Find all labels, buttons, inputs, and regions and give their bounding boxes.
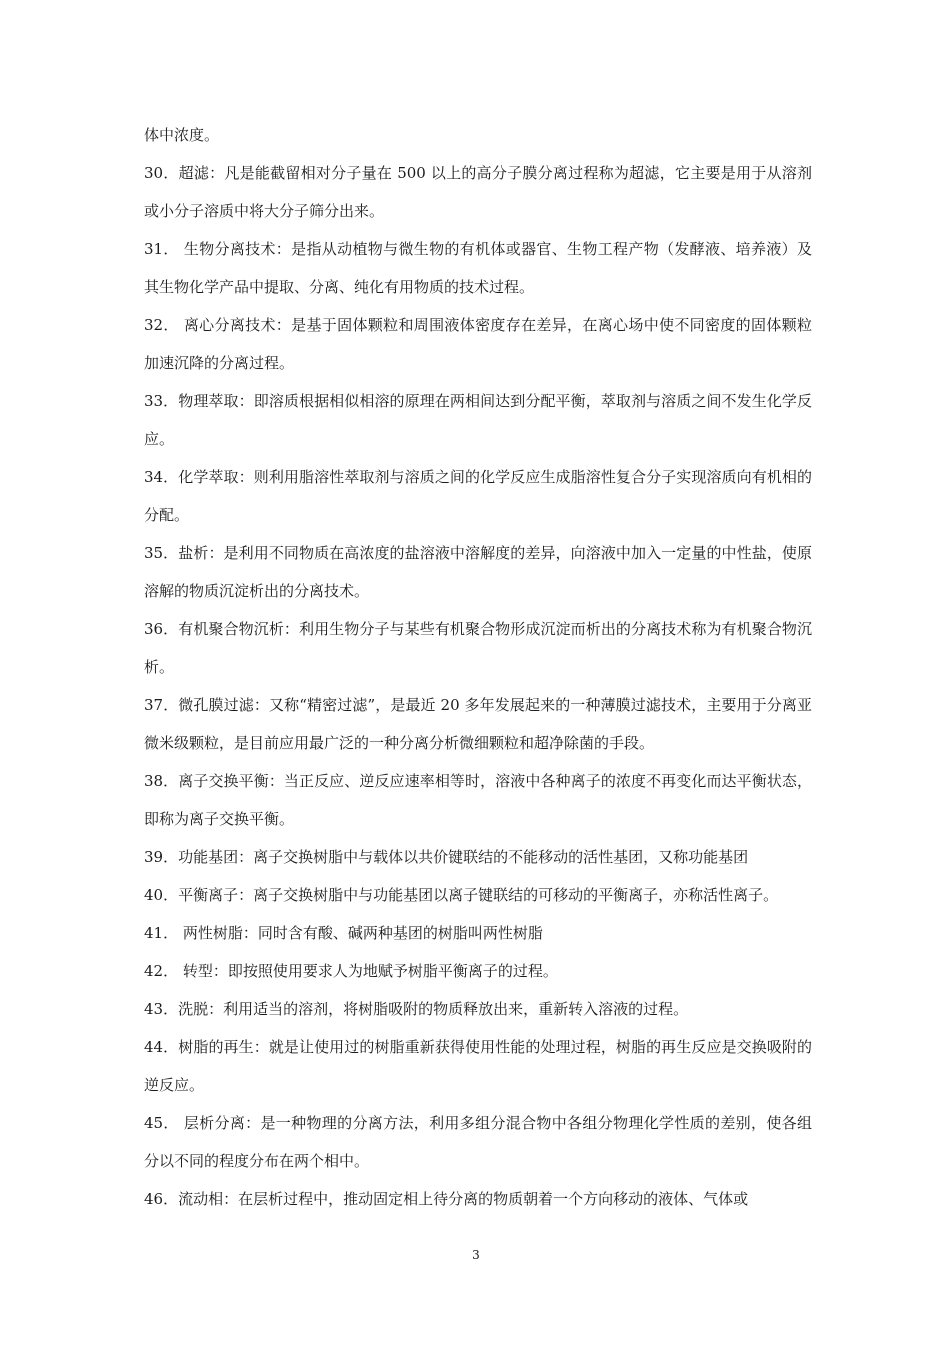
- paragraph: 36．有机聚合物沉析：利用生物分子与某些有机聚合物形成沉淀而析出的分离技术称为有机聚合物沉析。: [144, 620, 812, 676]
- paragraph: 31． 生物分离技术：是指从动植物与微生物的有机体或器官、生物工程产物（发酵液、培养液）及其生物化学产品中提取、分离、纯化有用物质的技术过程。: [144, 240, 812, 296]
- page-content: [144, 116, 812, 1218]
- page-number: 3: [472, 1248, 480, 1262]
- paragraph: 32． 离心分离技术：是基于固体颗粒和周围液体密度存在差异，在离心场中使不同密度的固体颗粒加速沉降的分离过程。: [144, 316, 812, 372]
- paragraph: 37．微孔膜过滤：又称“精密过滤”，是最近 20 多年发展起来的一种薄膜过滤技术，主要用于分离亚微米级颗粒，是目前应用最广泛的一种分离分析微细颗粒和超净除菌的手段。: [144, 696, 812, 752]
- paragraph: 44．树脂的再生：就是让使用过的树脂重新获得使用性能的处理过程，树脂的再生反应是交换吸附的逆反应。: [144, 1038, 812, 1094]
- paragraph: 45． 层析分离：是一种物理的分离方法，利用多组分混合物中各组分物理化学性质的差别，使各组分以不同的程度分布在两个相中。: [144, 1114, 812, 1170]
- paragraph: 35．盐析：是利用不同物质在高浓度的盐溶液中溶解度的差异，向溶液中加入一定量的中性盐，使原溶解的物质沉淀析出的分离技术。: [144, 544, 812, 600]
- paragraph: 41． 两性树脂：同时含有酸、碱两种基团的树脂叫两性树脂: [144, 924, 543, 942]
- paragraph: 39．功能基团：离子交换树脂中与载体以共价键联结的不能移动的活性基团，又称功能基团: [144, 848, 749, 866]
- paragraph: 38．离子交换平衡：当正反应、逆反应速率相等时，溶液中各种离子的浓度不再变化而达平衡状态，即称为离子交换平衡。: [144, 772, 812, 828]
- paragraph: 43．洗脱：利用适当的溶剂，将树脂吸附的物质释放出来，重新转入溶液的过程。: [144, 1000, 689, 1018]
- paragraph: 42． 转型：即按照使用要求人为地赋予树脂平衡离子的过程。: [144, 962, 558, 980]
- paragraph: 40．平衡离子：离子交换树脂中与功能基团以离子键联结的可移动的平衡离子，亦称活性离子。: [144, 886, 779, 904]
- paragraph: 34．化学萃取：则利用脂溶性萃取剂与溶质之间的化学反应生成脂溶性复合分子实现溶质向有机相的分配。: [144, 468, 812, 524]
- paragraph: 33．物理萃取：即溶质根据相似相溶的原理在两相间达到分配平衡，萃取剂与溶质之间不发生化学反应。: [144, 392, 812, 448]
- paragraph: 46．流动相：在层析过程中，推动固定相上待分离的物质朝着一个方向移动的液体、气体或: [144, 1190, 749, 1208]
- paragraph: 30．超滤：凡是能截留相对分子量在 500 以上的高分子膜分离过程称为超滤，它主要是用于从溶剂或小分子溶质中将大分子筛分出来。: [144, 164, 812, 220]
- paragraph: 体中浓度。: [144, 126, 220, 144]
